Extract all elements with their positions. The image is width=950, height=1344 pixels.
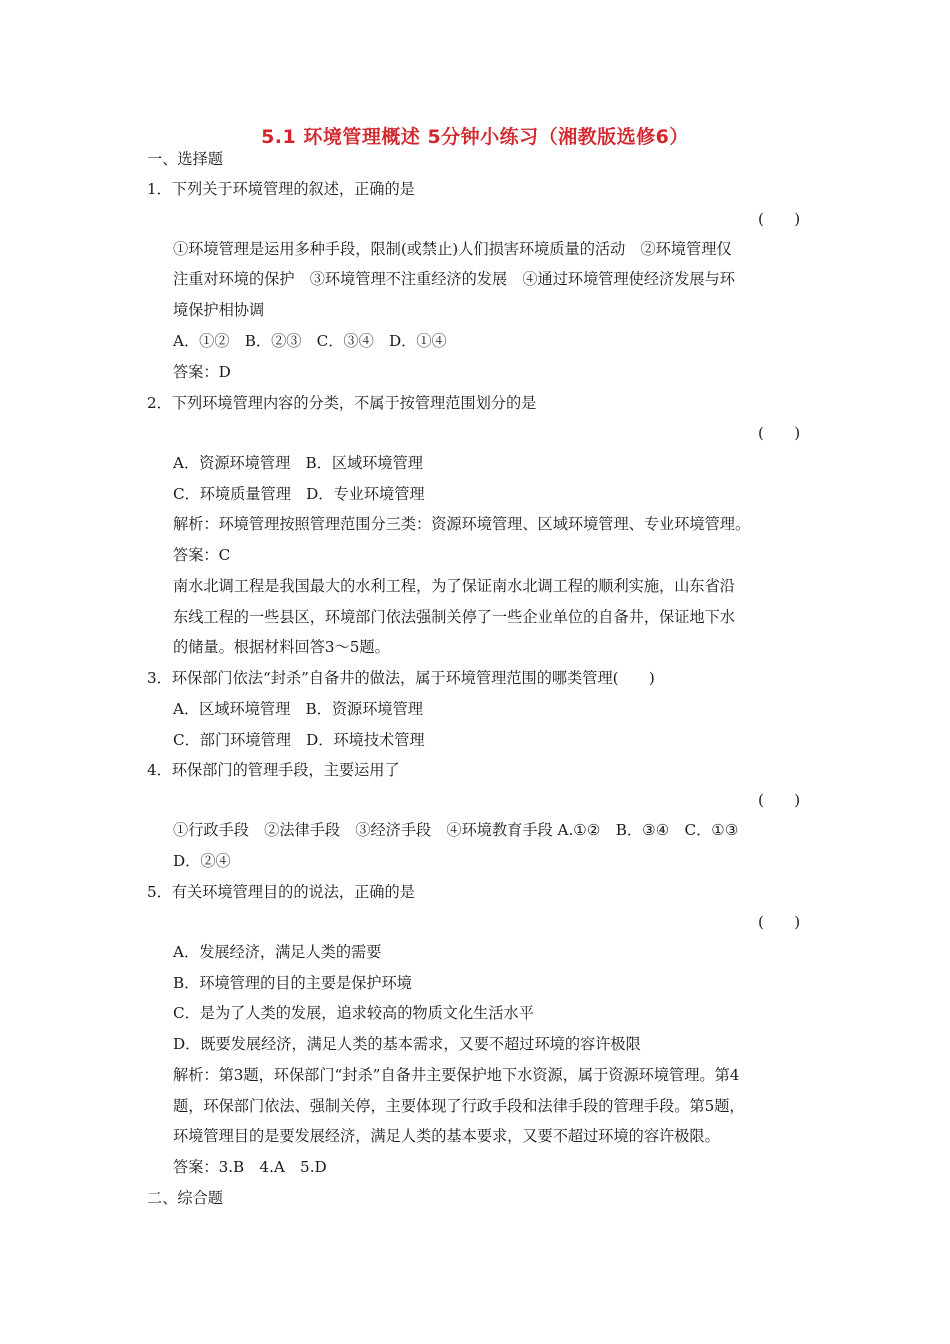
question-3-options-row-2: C．部门环境管理 D．环境技术管理 [173,731,425,749]
question-5-option-a: A．发展经济，满足人类的需要 [173,943,382,961]
section-heading-choice: 一、选择题 [147,150,223,168]
question-1-answer-blank: ( ) [758,210,801,228]
question-3-options-row-1: A．区域环境管理 B．资源环境管理 [173,700,423,718]
questions-3-5-answer: 答案：3.B 4.A 5.D [173,1158,327,1176]
question-4-answer-blank: ( ) [758,791,801,809]
material-line: 东线工程的一些县区，环境部门依法强制关停了一些企业单位的自备井，保证地下水 [173,608,735,626]
question-4-stem: 4．环保部门的管理手段，主要运用了 [147,761,400,779]
question-4-options-line-2: D．②④ [173,852,231,870]
question-2-stem: 2．下列环境管理内容的分类，不属于按管理范围划分的是 [147,394,537,412]
material-line: 南水北调工程是我国最大的水利工程，为了保证南水北调工程的顺利实施，山东省沿 [173,577,735,595]
question-2-options-row-2: C．环境质量管理 D．专业环境管理 [173,485,425,503]
analysis-line: 环境管理目的是要发展经济，满足人类的基本要求，又要不超过环境的容许极限。 [173,1127,720,1145]
analysis-line: 解析：第3题，环保部门“封杀”自备井主要保护地下水资源，属于资源环境管理。第4 [173,1066,740,1084]
material-line: 的储量。根据材料回答3～5题。 [173,638,390,656]
question-3-stem: 3．环保部门依法“封杀”自备井的做法，属于环境管理范围的哪类管理( ) [147,669,655,687]
question-5-option-d: D．既要发展经济，满足人类的基本需求，又要不超过环境的容许极限 [173,1035,641,1053]
question-2-answer: 答案：C [173,546,231,564]
question-1-options: A．①② B．②③ C．③④ D．①④ [173,332,447,350]
question-5-stem: 5．有关环境管理目的的说法，正确的是 [147,883,415,901]
question-1-statement-line: ①环境管理是运用多种手段，限制(或禁止)人们损害环境质量的活动 ②环境管理仅 [173,240,732,258]
question-5-answer-blank: ( ) [758,913,801,931]
question-2-options-row-1: A．资源环境管理 B．区域环境管理 [173,454,423,472]
question-2-answer-blank: ( ) [758,424,801,442]
question-2-analysis: 解析：环境管理按照管理范围分三类：资源环境管理、区域环境管理、专业环境管理。 [173,515,751,533]
section-heading-comprehensive: 二、综合题 [147,1189,223,1207]
question-1-stem: 1．下列关于环境管理的叙述，正确的是 [147,180,415,198]
analysis-line: 题，环保部门依法、强制关停，主要体现了行政手段和法律手段的管理手段。第5题， [173,1097,745,1115]
question-4-options-line-1: ①行政手段 ②法律手段 ③经济手段 ④环境教育手段 A.①② B．③④ C．①③ [173,821,739,839]
question-5-option-c: C．是为了人类的发展，追求较高的物质文化生活水平 [173,1004,534,1022]
document-title: 5.1 环境管理概述 5分钟小练习（湘教版选修6） [261,126,689,148]
question-1-statement-line: 注重对环境的保护 ③环境管理不注重经济的发展 ④通过环境管理使经济发展与环 [173,270,735,288]
question-5-option-b: B．环境管理的目的主要是保护环境 [173,974,412,992]
question-1-statement-line: 境保护相协调 [173,301,265,319]
question-1-answer: 答案：D [173,363,231,381]
